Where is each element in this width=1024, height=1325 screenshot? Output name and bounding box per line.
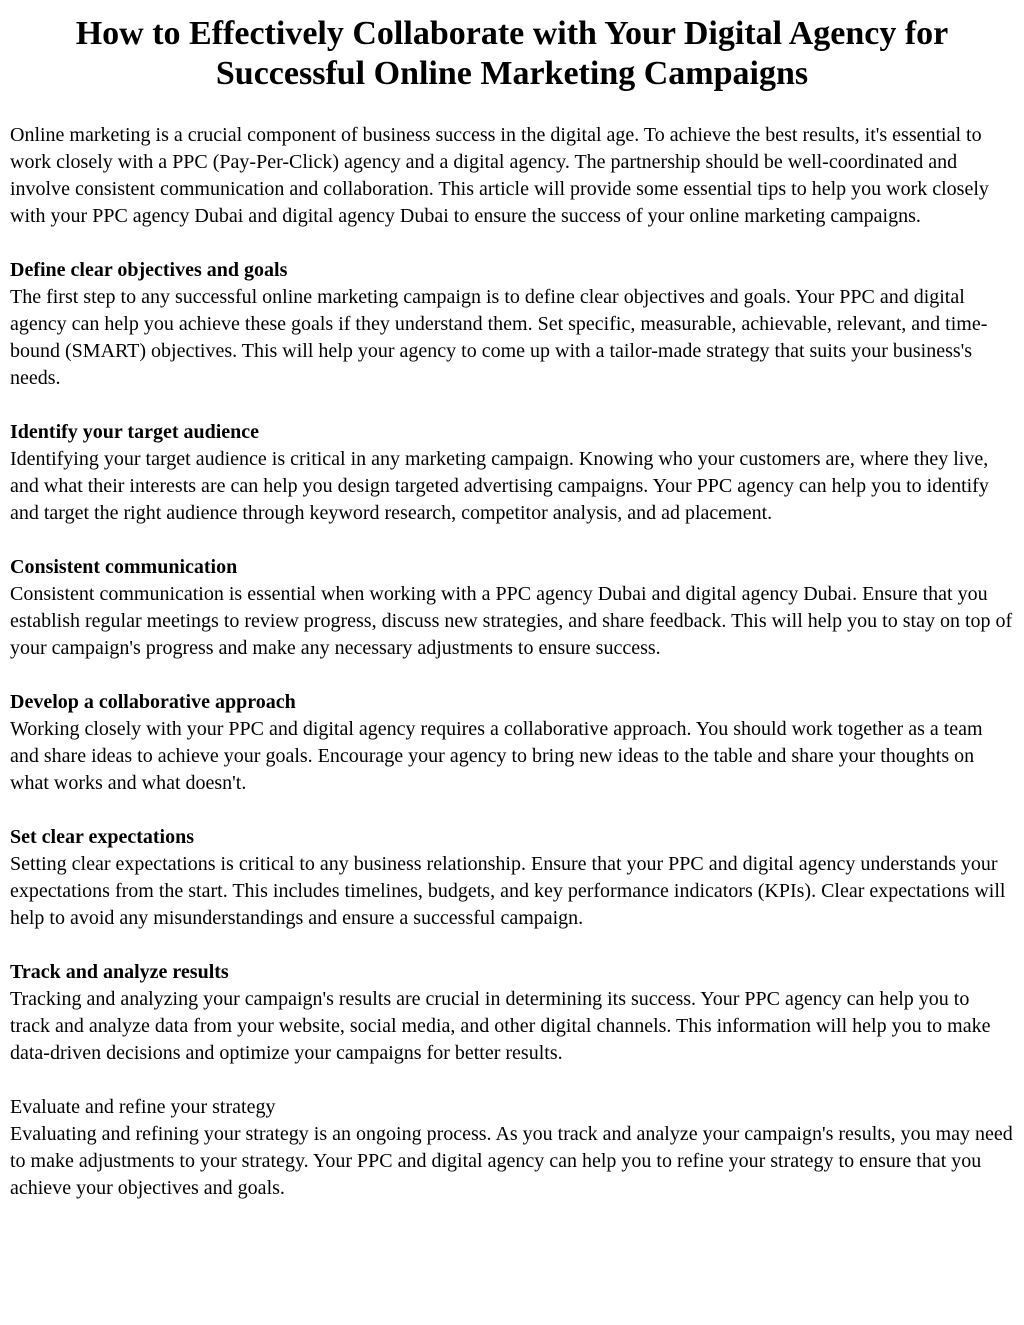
section-heading: Track and analyze results [10,961,229,983]
section-communication [10,554,1014,662]
section-heading: Evaluate and refine your strategy [10,1096,276,1118]
section-objectives [10,257,1014,392]
section-collaborative-approach [10,689,1014,797]
section-body: Working closely with your PPC and digital agency requires a collaborative approach. You should work together as a team and share ideas to achieve your goals. Encourage your agency to bring new ideas to the table and share your thoughts on what works and what doesn't. [10,718,983,794]
section-heading: Define clear objectives and goals [10,259,288,281]
section-heading: Develop a collaborative approach [10,691,296,713]
section-heading: Identify your target audience [10,421,260,443]
section-heading: Set clear expectations [10,826,195,848]
section-evaluate-strategy [10,1094,1014,1202]
section-body: Setting clear expectations is critical to any business relationship. Ensure that your PPC and digital agency understands your expectations from the start. This includes timelines, budgets, and key performance indicators (KPIs). Clear expectations will help to avoid any misunderstandings and ensure a successful campaign. [10,853,1006,929]
section-body: The first step to any successful online marketing campaign is to define clear objectives and goals. Your PPC and digital agency can help you achieve these goals if they understand them. Set specific, measurable, achievable, relevant, and time-bound (SMART) objectives. This will help your agency to come up with a tailor-made strategy that suits your business's needs. [10,286,988,389]
section-body: Tracking and analyzing your campaign's results are crucial in determining its success. Your PPC agency can help you to track and analyze data from your website, social media, and other digital channels. This information will help you to make data-driven decisions and optimize your campaigns for better results. [10,988,991,1064]
section-body: Identifying your target audience is critical in any marketing campaign. Knowing who your customers are, where they live, and what their interests are can help you design targeted advertising campaigns. Your PPC agency can help you to identify and target the right audience through keyword research, competitor analysis, and ad placement. [10,448,989,524]
article-title: How to Effectively Collaborate with Your Digital Agency for Successful Online Marketing Campaigns [75,15,949,92]
intro-paragraph: Online marketing is a crucial component of business success in the digital age. To achieve the best results, it's essential to work closely with a PPC (Pay-Per-Click) agency and a digital agency. The partnership should be well-coordinated and involve consistent communication and collaboration. This article will provide some essential tips to help you work closely with your PPC agency Dubai and digital agency Dubai to ensure the success of your online marketing campaigns. [10,124,989,227]
section-heading: Consistent communication [10,556,238,578]
section-track-results [10,959,1014,1067]
section-body: Evaluating and refining your strategy is an ongoing process. As you track and analyze your campaign's results, you may need to make adjustments to your strategy. Your PPC and digital agency can help you to refine your strategy to ensure that you achieve your objectives and goals. [10,1123,1013,1199]
section-target-audience [10,419,1014,527]
section-body: Consistent communication is essential when working with a PPC agency Dubai and digital agency Dubai. Ensure that you establish regular meetings to review progress, discuss new strategies, and share feedback. This will help you to stay on top of your campaign's progress and make any necessary adjustments to ensure success. [10,583,1013,659]
section-expectations [10,824,1014,932]
